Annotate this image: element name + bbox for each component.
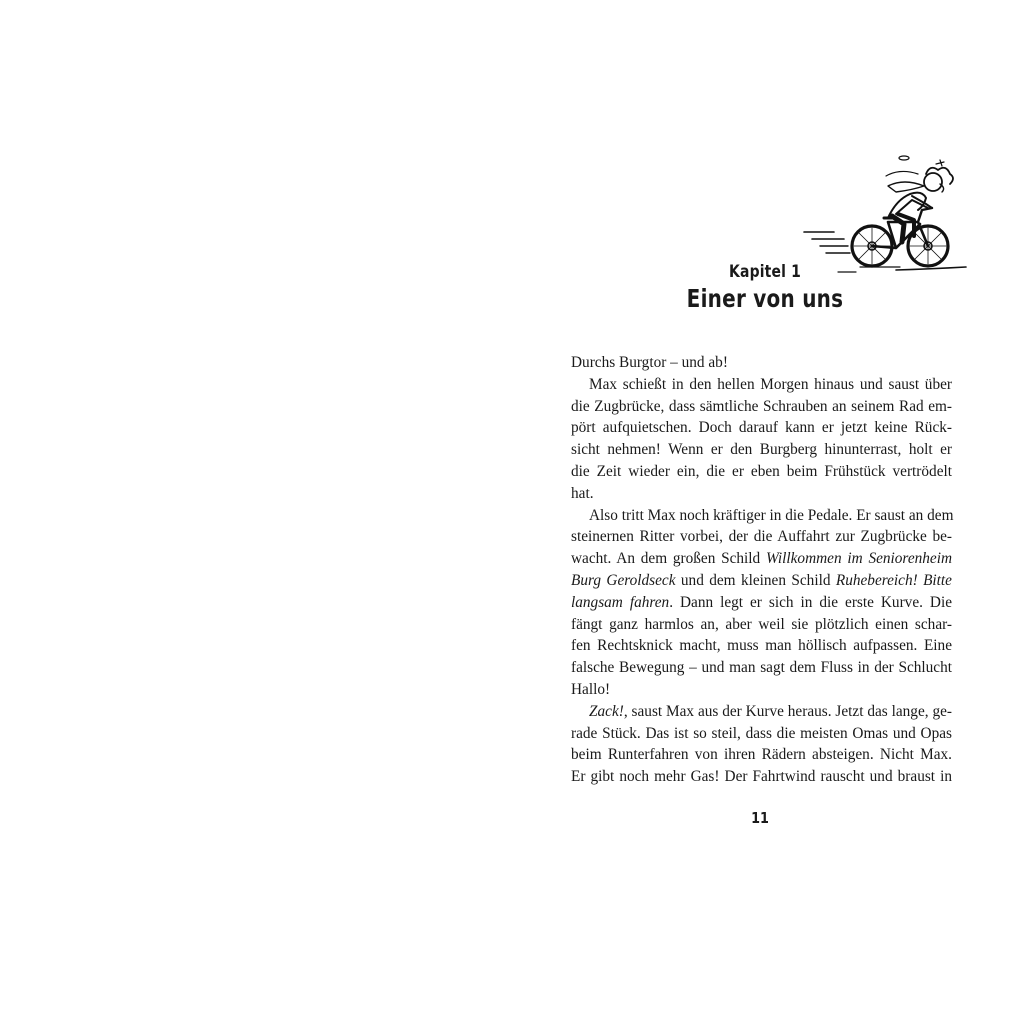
text-line: Hallo! (571, 680, 611, 698)
text-line: Max schießt in den hellen Morgen hinaus und saust über (589, 375, 952, 393)
text-line: sicht nehmen! Wenn er den Burgberg hinunterrast, holt er (571, 441, 952, 459)
body-text (571, 352, 952, 788)
text-line: hat. (571, 484, 594, 502)
text-line: Burg Geroldseck und dem kleinen Schild Ruhebereich! Bitte (571, 571, 952, 589)
text-line: rade Stück. Das ist so steil, dass die meisten Omas und Opas (571, 724, 952, 742)
chapter-label: Kapitel 1 (729, 262, 801, 282)
text-line: wacht. An dem großen Schild Willkommen im Seniorenheim (571, 550, 952, 568)
text-line: Durchs Burgtor – und ab! (571, 354, 728, 371)
text-line: beim Runterfahren von ihren Rädern absteigen. Nicht Max. (571, 746, 952, 764)
text-line: die Zugbrücke, dass sämtliche Schrauben an seinem Rad em- (571, 397, 952, 415)
text-line: fängt ganz harmlos an, aber weil sie plötzlich einen schar- (571, 615, 952, 633)
chapter-title: Einer von uns (686, 284, 844, 313)
text-line: pört aufquietschen. Doch darauf kann er jetzt keine Rück- (571, 419, 952, 437)
text-line: Also tritt Max noch kräftiger in die Pedale. Er saust an dem (589, 506, 954, 524)
text-line: Zack!, saust Max aus der Kurve heraus. Jetzt das lange, ge- (589, 702, 952, 720)
page-number: 11 (751, 809, 769, 827)
text-line: fen Rechtsknick macht, muss man höllisch aufpassen. Eine (571, 637, 952, 655)
text-line: falsche Bewegung – und man sagt dem Fluss in der Schlucht (571, 659, 952, 677)
text-line: die Zeit wieder ein, die er eben beim Frühstück vertrödelt (571, 462, 952, 480)
text-line: steinernen Ritter vorbei, der die Auffahrt zur Zugbrücke be- (571, 528, 952, 546)
boy-on-bicycle-illustration (800, 152, 970, 277)
text-line: langsam fahren. Dann legt er sich in die erste Kurve. Die (571, 593, 952, 611)
text-line: Er gibt noch mehr Gas! Der Fahrtwind rauscht und braust in (571, 768, 952, 786)
